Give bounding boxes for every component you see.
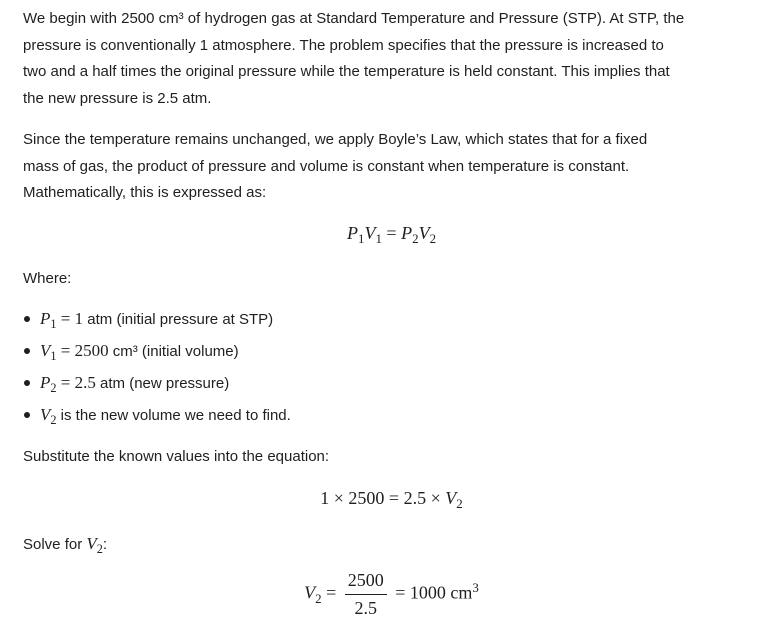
- list-item: [23, 399, 291, 431]
- eq3-var: V: [304, 582, 316, 603]
- eq1-v1: V: [364, 223, 376, 243]
- intro-line-3: two and a half times the original pressure while the temperature is held constant. This implies that: [23, 63, 670, 80]
- eq3-exponent: 3: [472, 580, 479, 596]
- var-subscript: 2: [50, 380, 57, 395]
- var-description: cm³ (initial volume): [108, 343, 239, 360]
- substitute-label: Substitute the known values into the equation:: [23, 448, 330, 465]
- eq1-p2: P: [401, 223, 413, 243]
- list-item: [23, 335, 291, 367]
- var-description: atm (new pressure): [95, 375, 230, 392]
- variable-list: [23, 303, 291, 431]
- var-symbol: V: [40, 405, 51, 424]
- eq1-v2: V: [418, 223, 430, 243]
- bullet-icon: [24, 412, 30, 418]
- var-symbol: P: [40, 309, 51, 328]
- var-symbol: P: [40, 373, 51, 392]
- substitution-equation: [0, 488, 783, 512]
- eq2-var: V: [445, 488, 457, 508]
- var-value: = 1: [60, 309, 84, 328]
- solve-colon: :: [102, 536, 108, 553]
- eq3-numerator: 2500: [345, 570, 387, 595]
- var-symbol: V: [40, 341, 51, 360]
- solution-equation: [0, 570, 783, 619]
- where-label: Where:: [23, 270, 72, 287]
- var-subscript: 2: [50, 412, 57, 427]
- eq3-equals: =: [326, 582, 337, 603]
- boyle-paragraph: [23, 127, 763, 207]
- boyle-line-1: Since the temperature remains unchanged, we apply Boyle’s Law, which states that for a fixed: [23, 131, 648, 148]
- boyle-equation: [0, 223, 783, 247]
- var-subscript: 1: [50, 348, 57, 363]
- eq3-sub: 2: [315, 590, 322, 606]
- eq3-denominator: 2.5: [354, 598, 377, 618]
- eq3-fraction: [345, 570, 387, 619]
- intro-line-2: pressure is conventionally 1 atmosphere. The problem specifies that the pressure is increased to: [23, 36, 664, 54]
- boyle-line-2: mass of gas, the product of pressure and volume is constant when temperature is constant.: [23, 157, 630, 175]
- eq2-lhs: 1 × 2500 = 2.5 ×: [320, 488, 446, 508]
- var-value: = 2500: [60, 341, 109, 360]
- solve-label: [23, 531, 763, 559]
- eq1-p1-sub: 1: [357, 231, 365, 247]
- intro-line-4: the new pressure is 2.5 atm.: [23, 89, 212, 107]
- intro-line-1: We begin with 2500 cm³ of hydrogen gas at Standard Temperature and Pressure (STP). At STP, the: [23, 10, 685, 27]
- eq3-result: = 1000 cm: [395, 582, 473, 603]
- eq1-v2-sub: 2: [429, 231, 437, 247]
- list-item: [23, 303, 291, 335]
- eq1-equals: =: [386, 223, 397, 243]
- var-value: = 2.5: [60, 373, 96, 392]
- solve-text: Solve for: [23, 536, 87, 553]
- eq1-v1-sub: 1: [375, 231, 382, 247]
- solve-var: V: [86, 534, 97, 553]
- var-subscript: 1: [50, 316, 57, 331]
- intro-paragraph: [23, 6, 763, 112]
- list-item: [23, 367, 291, 399]
- eq2-sub: 2: [456, 496, 463, 512]
- bullet-icon: [24, 316, 30, 322]
- boyle-line-3: Mathematically, this is expressed as:: [23, 184, 267, 201]
- eq1-p2-sub: 2: [412, 231, 419, 247]
- eq1-p1: P: [346, 223, 358, 243]
- var-description: is the new volume we need to find.: [56, 407, 291, 424]
- bullet-icon: [24, 380, 30, 386]
- bullet-icon: [24, 348, 30, 354]
- var-description: atm (initial pressure at STP): [83, 311, 274, 328]
- solve-sub: 2: [96, 541, 103, 556]
